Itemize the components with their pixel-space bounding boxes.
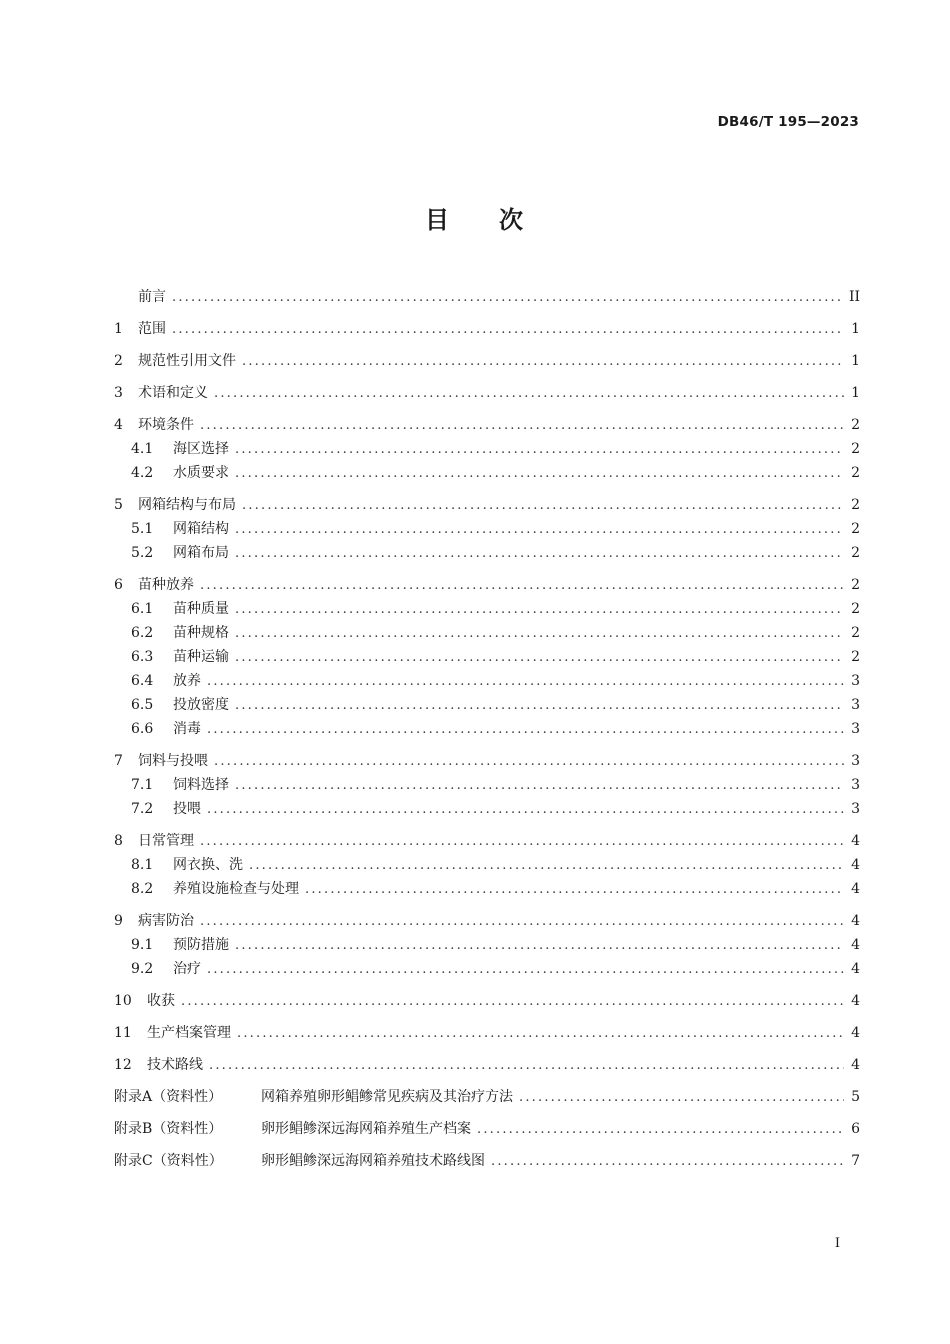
toc-entry-number: 6 [114, 577, 123, 593]
toc-entry[interactable] [114, 413, 860, 437]
toc-entry-page: 1 [851, 385, 860, 401]
toc-entry-number: 8.1 [131, 857, 154, 873]
toc-entry-number: 1 [114, 321, 123, 337]
toc-entry-number: 6.6 [131, 721, 154, 737]
toc-entry[interactable] [114, 597, 860, 621]
toc-entry[interactable] [114, 1085, 860, 1109]
toc-entry-title: 网箱布局 [173, 545, 229, 561]
table-of-contents [114, 285, 860, 1173]
toc-leader-dots [207, 798, 844, 822]
toc-entry[interactable] [114, 957, 860, 981]
toc-entry-page: 1 [851, 321, 860, 337]
toc-entry[interactable] [114, 381, 860, 405]
toc-entry-number: 11 [114, 1025, 132, 1041]
toc-entry-page: 2 [851, 545, 860, 561]
toc-entry[interactable] [114, 853, 860, 877]
toc-leader-dots [235, 694, 844, 718]
toc-leader-dots [237, 1022, 844, 1046]
toc-leader-dots [235, 774, 844, 798]
toc-entry-page: 2 [851, 497, 860, 513]
toc-entry-page: 4 [851, 833, 860, 849]
toc-leader-dots [209, 1054, 844, 1078]
toc-entry-title: 卵形鲳鲹深远海网箱养殖技术路线图 [261, 1153, 485, 1169]
toc-entry-title: 消毒 [173, 721, 201, 737]
toc-entry-title: 网箱结构与布局 [138, 497, 236, 513]
toc-entry-number: 5.1 [131, 521, 154, 537]
toc-entry[interactable] [114, 285, 860, 309]
toc-entry-number: 4 [114, 417, 123, 433]
toc-leader-dots [249, 854, 844, 878]
toc-entry-title: 苗种运输 [173, 649, 229, 665]
toc-leader-dots [235, 622, 844, 646]
toc-entry-page: 2 [851, 649, 860, 665]
toc-entry[interactable] [114, 1053, 860, 1077]
toc-entry[interactable] [114, 717, 860, 741]
toc-leader-dots [200, 574, 844, 598]
toc-leader-dots [519, 1086, 844, 1110]
toc-entry-title: 投喂 [173, 801, 201, 817]
toc-entry[interactable] [114, 437, 860, 461]
toc-entry[interactable] [114, 693, 860, 717]
toc-entry-title: 饲料选择 [173, 777, 229, 793]
toc-entry-number: 12 [114, 1057, 132, 1073]
title-char-1: 目 [425, 206, 451, 234]
toc-entry-page: 3 [851, 801, 860, 817]
toc-entry-number: 5.2 [131, 545, 154, 561]
toc-leader-dots [235, 462, 844, 486]
toc-entry-page: 2 [851, 465, 860, 481]
toc-leader-dots [214, 750, 844, 774]
toc-entry-page: 5 [851, 1089, 860, 1105]
toc-entry-number: 7.1 [131, 777, 154, 793]
toc-entry-number: 4.2 [131, 465, 154, 481]
toc-entry[interactable] [114, 541, 860, 565]
toc-leader-dots [491, 1150, 844, 1174]
toc-entry-title: 预防措施 [173, 937, 229, 953]
toc-entry-title: 术语和定义 [138, 385, 208, 401]
toc-leader-dots [207, 670, 844, 694]
toc-entry-number: 6.5 [131, 697, 154, 713]
toc-entry-title: 网箱结构 [173, 521, 229, 537]
toc-entry-title: 规范性引用文件 [138, 353, 236, 369]
document-code: DB46/T 195—2023 [717, 114, 859, 130]
toc-entry-title: 收获 [147, 993, 175, 1009]
toc-entry[interactable] [114, 1117, 860, 1141]
toc-entry-title: 生产档案管理 [147, 1025, 231, 1041]
toc-entry[interactable] [114, 645, 860, 669]
toc-entry[interactable] [114, 773, 860, 797]
toc-entry-number: 5 [114, 497, 123, 513]
toc-entry-title: 网箱养殖卵形鲳鲹常见疾病及其治疗方法 [261, 1089, 513, 1105]
toc-entry-title: 病害防治 [138, 913, 194, 929]
toc-entry-number: 9.1 [131, 937, 154, 953]
toc-entry-number: 7 [114, 753, 123, 769]
toc-entry-title: 放养 [173, 673, 201, 689]
toc-leader-dots [200, 414, 844, 438]
toc-entry[interactable] [114, 989, 860, 1013]
toc-leader-dots [172, 286, 843, 310]
toc-entry-page: 3 [851, 753, 860, 769]
toc-leader-dots [214, 382, 844, 406]
toc-entry-page: 7 [851, 1153, 860, 1169]
toc-entry[interactable] [114, 493, 860, 517]
toc-entry-number: 2 [114, 353, 123, 369]
toc-entry-number: 7.2 [131, 801, 154, 817]
toc-entry-page: 2 [851, 441, 860, 457]
toc-entry-page: 3 [851, 777, 860, 793]
toc-entry-title: 前言 [138, 289, 166, 305]
toc-entry-page: 4 [851, 913, 860, 929]
toc-entry-number: 附录C（资料性） [114, 1153, 223, 1169]
toc-entry-page: 2 [851, 417, 860, 433]
toc-entry-number: 8.2 [131, 881, 154, 897]
toc-entry-page: 2 [851, 625, 860, 641]
toc-entry-number: 9 [114, 913, 123, 929]
page-number: I [834, 1236, 840, 1251]
toc-entry-page: II [848, 289, 860, 305]
toc-entry[interactable] [114, 797, 860, 821]
toc-leader-dots [181, 990, 844, 1014]
toc-leader-dots [235, 598, 844, 622]
toc-leader-dots [235, 518, 844, 542]
toc-leader-dots [172, 318, 844, 342]
toc-leader-dots [235, 438, 844, 462]
toc-entry-page: 3 [851, 721, 860, 737]
toc-entry-number: 附录B（资料性） [114, 1121, 223, 1137]
toc-entry[interactable] [114, 517, 860, 541]
toc-entry[interactable] [114, 317, 860, 341]
toc-entry-page: 4 [851, 1025, 860, 1041]
toc-entry[interactable] [114, 573, 860, 597]
toc-entry-title: 网衣换、洗 [173, 857, 243, 873]
toc-leader-dots [200, 910, 844, 934]
toc-entry[interactable] [114, 877, 860, 901]
toc-entry-title: 饲料与投喂 [138, 753, 208, 769]
toc-entry-title: 苗种放养 [138, 577, 194, 593]
toc-entry[interactable] [114, 1149, 860, 1173]
toc-entry[interactable] [114, 461, 860, 485]
toc-entry-page: 4 [851, 857, 860, 873]
toc-entry-title: 苗种规格 [173, 625, 229, 641]
toc-entry-page: 2 [851, 577, 860, 593]
toc-entry-number: 6.3 [131, 649, 154, 665]
toc-entry-page: 1 [851, 353, 860, 369]
toc-leader-dots [305, 878, 844, 902]
toc-entry-page: 4 [851, 881, 860, 897]
toc-leader-dots [235, 646, 844, 670]
toc-entry-page: 6 [851, 1121, 860, 1137]
toc-entry-number: 附录A（资料性） [114, 1089, 223, 1105]
toc-entry-title: 日常管理 [138, 833, 194, 849]
toc-leader-dots [477, 1118, 844, 1142]
toc-entry[interactable] [114, 621, 860, 645]
toc-entry-page: 2 [851, 521, 860, 537]
toc-entry-title: 水质要求 [173, 465, 229, 481]
toc-entry[interactable] [114, 829, 860, 853]
toc-entry-title: 海区选择 [173, 441, 229, 457]
toc-entry-number: 6.4 [131, 673, 154, 689]
toc-entry-page: 3 [851, 697, 860, 713]
toc-entry[interactable] [114, 749, 860, 773]
toc-leader-dots [235, 542, 844, 566]
toc-leader-dots [235, 934, 844, 958]
toc-entry-page: 4 [851, 961, 860, 977]
toc-entry-number: 6.2 [131, 625, 154, 641]
toc-entry[interactable] [114, 1021, 860, 1045]
toc-entry-number: 9.2 [131, 961, 154, 977]
toc-entry[interactable] [114, 933, 860, 957]
toc-entry-title: 范围 [138, 321, 166, 337]
toc-entry-title: 环境条件 [138, 417, 194, 433]
toc-entry-title: 治疗 [173, 961, 201, 977]
toc-leader-dots [242, 350, 844, 374]
toc-entry-number: 10 [114, 993, 132, 1009]
page-title [0, 200, 950, 235]
toc-leader-dots [207, 958, 844, 982]
toc-entry-number: 6.1 [131, 601, 154, 617]
toc-entry-number: 4.1 [131, 441, 154, 457]
toc-entry-page: 4 [851, 937, 860, 953]
toc-entry-page: 2 [851, 601, 860, 617]
toc-entry-title: 投放密度 [173, 697, 229, 713]
toc-entry-title: 养殖设施检查与处理 [173, 881, 299, 897]
toc-leader-dots [200, 830, 844, 854]
toc-entry-title: 苗种质量 [173, 601, 229, 617]
toc-entry[interactable] [114, 349, 860, 373]
toc-entry-title: 卵形鲳鲹深远海网箱养殖生产档案 [261, 1121, 471, 1137]
toc-entry-title: 技术路线 [147, 1057, 203, 1073]
toc-entry[interactable] [114, 909, 860, 933]
toc-entry[interactable] [114, 669, 860, 693]
toc-entry-page: 4 [851, 1057, 860, 1073]
toc-leader-dots [207, 718, 844, 742]
toc-leader-dots [242, 494, 844, 518]
title-char-2: 次 [499, 206, 525, 234]
toc-entry-page: 3 [851, 673, 860, 689]
toc-entry-page: 4 [851, 993, 860, 1009]
toc-entry-number: 3 [114, 385, 123, 401]
toc-entry-number: 8 [114, 833, 123, 849]
